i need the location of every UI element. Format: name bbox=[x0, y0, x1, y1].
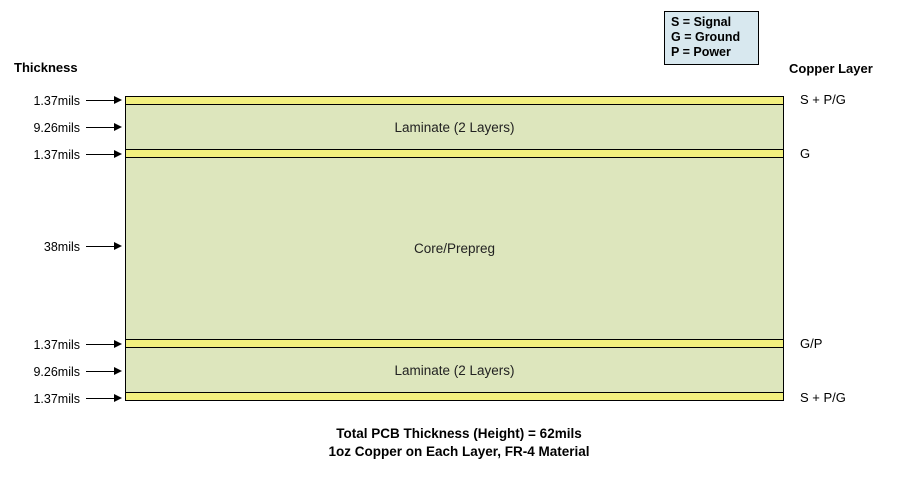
arrow-right-icon bbox=[86, 339, 122, 351]
layer-laminate-bottom-label: Laminate (2 Layers) bbox=[394, 362, 515, 378]
stackup-cross-section bbox=[125, 96, 784, 408]
thickness-callout-value: 1.37mils bbox=[33, 94, 80, 108]
thickness-callout bbox=[14, 364, 122, 380]
thickness-column-header: Thickness bbox=[14, 60, 78, 75]
layer-laminate-bottom bbox=[125, 348, 784, 392]
copper-layer-label: S + P/G bbox=[800, 390, 846, 405]
thickness-callout bbox=[14, 120, 122, 136]
layer-core-prepreg bbox=[125, 158, 784, 339]
copper-layer-label: G/P bbox=[800, 336, 823, 351]
layer-copper-top bbox=[125, 96, 784, 105]
legend-line-signal: S = Signal bbox=[671, 15, 732, 29]
layer-copper-bottom bbox=[125, 392, 784, 401]
layer-copper-ground-power bbox=[125, 339, 784, 348]
thickness-callout bbox=[14, 239, 122, 255]
thickness-callout-value: 9.26mils bbox=[33, 121, 80, 135]
thickness-callout-value: 9.26mils bbox=[33, 365, 80, 379]
thickness-callout bbox=[14, 337, 122, 353]
thickness-callout-value: 1.37mils bbox=[33, 392, 80, 406]
footer-notes bbox=[0, 425, 918, 461]
total-thickness-note: Total PCB Thickness (Height) = 62mils bbox=[336, 426, 582, 441]
thickness-callout-value: 1.37mils bbox=[33, 338, 80, 352]
thickness-callout-value: 38mils bbox=[43, 240, 80, 254]
copper-layer-label: S + P/G bbox=[800, 92, 846, 107]
legend-line-ground: G = Ground bbox=[671, 30, 741, 44]
layer-copper-ground bbox=[125, 149, 784, 158]
thickness-callout bbox=[14, 391, 122, 407]
layer-core-prepreg-label: Core/Prepreg bbox=[413, 241, 496, 256]
thickness-callout-value: 1.37mils bbox=[33, 148, 80, 162]
arrow-right-icon bbox=[86, 149, 122, 161]
thickness-callout bbox=[14, 147, 122, 163]
legend-box bbox=[664, 11, 759, 65]
thickness-callout bbox=[14, 93, 122, 109]
arrow-right-icon bbox=[86, 393, 122, 405]
arrow-right-icon bbox=[86, 241, 122, 253]
copper-layer-label: G bbox=[800, 146, 811, 161]
legend-line-power: P = Power bbox=[671, 45, 731, 59]
arrow-right-icon bbox=[86, 366, 122, 378]
layer-laminate-top bbox=[125, 105, 784, 149]
arrow-right-icon bbox=[86, 122, 122, 134]
layer-laminate-top-label: Laminate (2 Layers) bbox=[394, 119, 515, 135]
copper-layer-column-header: Copper Layer bbox=[789, 61, 873, 76]
material-note: 1oz Copper on Each Layer, FR-4 Material bbox=[328, 444, 590, 459]
arrow-right-icon bbox=[86, 95, 122, 107]
